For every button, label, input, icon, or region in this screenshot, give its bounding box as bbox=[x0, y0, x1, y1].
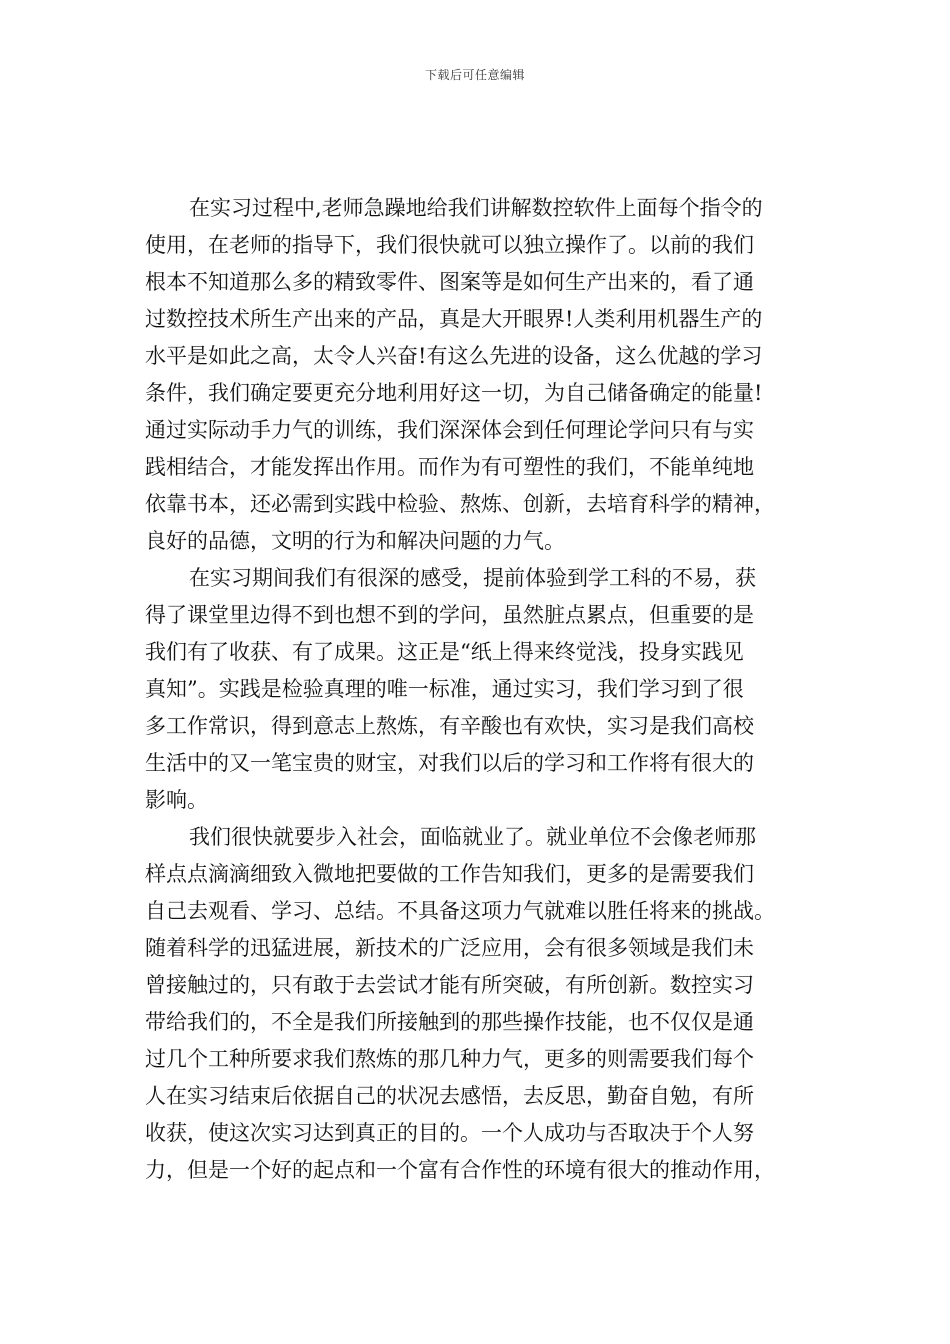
text-line: 根本不知道那么多的精致零件、图案等是如何生产出来的，看了通 bbox=[145, 270, 754, 294]
text-line: 良好的品德，文明的行为和解决问题的力气。 bbox=[145, 529, 565, 553]
text-line: 通过实际动手力气的训练，我们深深体会到任何理论学问只有与实 bbox=[145, 418, 754, 442]
text-line: 带给我们的，不全是我们所接触到的那些操作技能，也不仅仅是通 bbox=[145, 1010, 754, 1034]
text-line: 曾接触过的，只有敢于去尝试才能有所突破，有所创新。数控实习 bbox=[145, 973, 754, 997]
text-line: 我们有了收获、有了成果。这正是“纸上得来终觉浅，投身实践见 bbox=[145, 640, 744, 664]
text-line: 收获，使这次实习达到真正的目的。一个人成功与否取决于个人努 bbox=[145, 1121, 754, 1145]
text-line: 多工作常识，得到意志上熬炼，有辛酸也有欢快，实习是我们高校 bbox=[145, 714, 754, 738]
text-line: 条件，我们确定要更充分地利用好这一切，为自己储备确定的能量! bbox=[145, 381, 763, 405]
text-line: 依靠书本，还必需到实践中检验、熬炼、创新，去培育科学的精神， bbox=[145, 492, 775, 516]
text-line: 水平是如此之高，太令人兴奋!有这么先进的设备，这么优越的学习 bbox=[145, 344, 763, 368]
text-line: 生活中的又一笔宝贵的财宝，对我们以后的学习和工作将有很大的 bbox=[145, 751, 754, 775]
text-line: 人在实习结束后依据自己的状况去感悟，去反思，勤奋自勉，有所 bbox=[145, 1084, 754, 1108]
text-line: 真知”。实践是检验真理的唯一标准，通过实习，我们学习到了很 bbox=[145, 677, 744, 701]
text-line: 随着科学的迅猛进展，新技术的广泛应用，会有很多领域是我们未 bbox=[145, 936, 754, 960]
text-line: 自己去观看、学习、总结。不具备这项力气就难以胜任将来的挑战。 bbox=[145, 899, 775, 923]
text-line: 样点点滴滴细致入微地把要做的工作告知我们，更多的是需要我们 bbox=[145, 862, 754, 886]
text-line: 过几个工种所要求我们熬炼的那几种力气，更多的则需要我们每个 bbox=[145, 1047, 754, 1071]
text-line: 我们很快就要步入社会，面临就业了。就业单位不会像老师那 bbox=[189, 825, 756, 849]
text-line: 影响。 bbox=[145, 788, 208, 812]
text-line: 过数控技术所生产出来的产品，真是大开眼界!人类利用机器生产的 bbox=[145, 307, 763, 331]
header-note: 下载后可任意编辑 bbox=[424, 68, 525, 82]
text-line: 在实习期间我们有很深的感受，提前体验到学工科的不易，获 bbox=[189, 566, 756, 590]
text-line: 在实习过程中,老师急躁地给我们讲解数控软件上面每个指令的 bbox=[189, 196, 763, 220]
text-line: 使用，在老师的指导下，我们很快就可以独立操作了。以前的我们 bbox=[145, 233, 754, 257]
document-body bbox=[145, 190, 825, 1189]
text-line: 力，但是一个好的起点和一个富有合作性的环境有很大的推动作用， bbox=[145, 1158, 775, 1182]
text-line: 践相结合，才能发挥出作用。而作为有可塑性的我们，不能单纯地 bbox=[145, 455, 754, 479]
text-line: 得了课堂里边得不到也想不到的学问，虽然脏点累点，但重要的是 bbox=[145, 603, 754, 627]
